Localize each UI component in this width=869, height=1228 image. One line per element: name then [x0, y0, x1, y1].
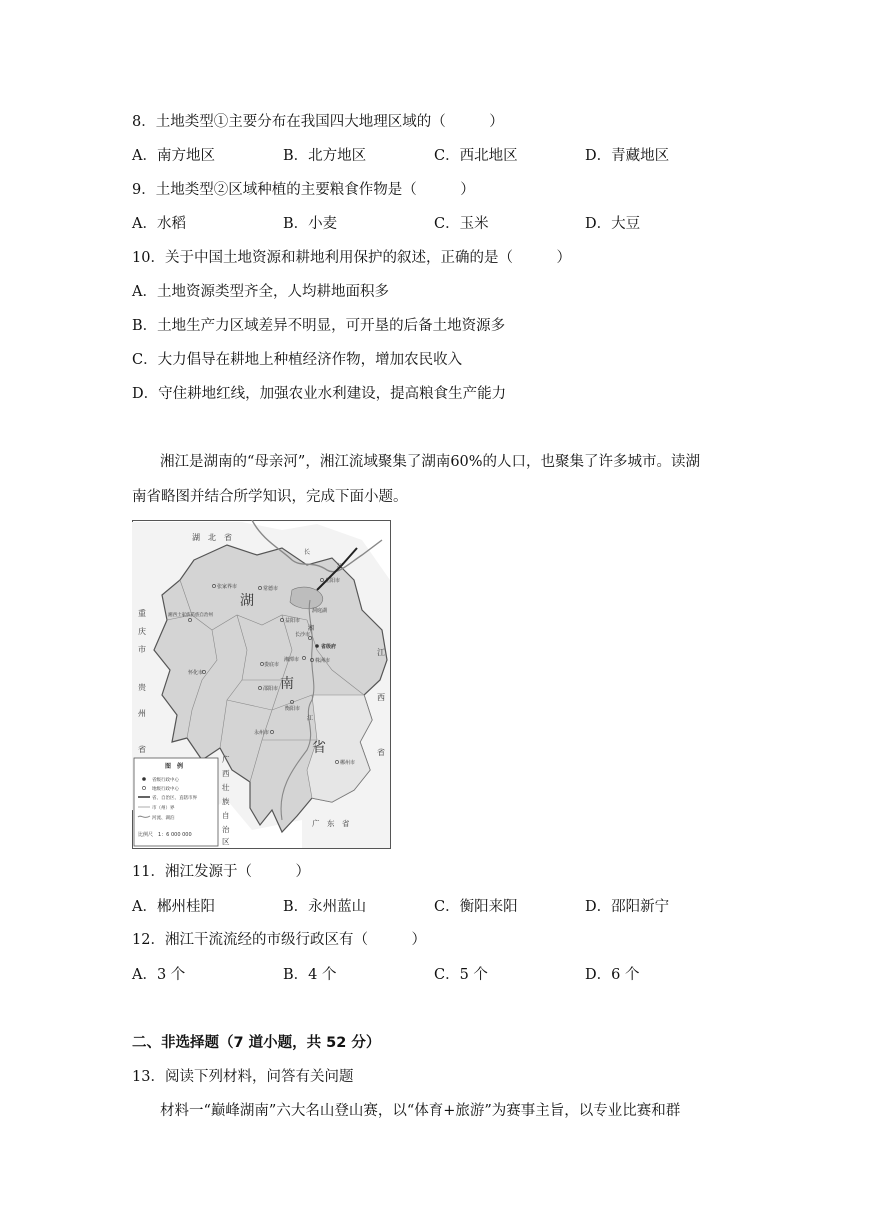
q9-option-b: B．小麦 [283, 216, 338, 232]
q12-stem: 12．湘江干流流经的市级行政区有（ ） [132, 932, 426, 948]
map-legend [134, 758, 218, 846]
q12-option-a: A．3 个 [132, 967, 186, 983]
lake-label: 洞庭湖 [312, 608, 328, 614]
river-label-chang: 长 [304, 549, 311, 556]
q9-option-d: D．大豆 [585, 216, 641, 232]
city-yongzhou: 永州市 [254, 730, 270, 736]
q11-stem: 11．湘江发源于（ ） [132, 864, 310, 880]
intro-line-2: 南省略图并结合所学知识，完成下面小题。 [132, 489, 408, 505]
q9-option-a: A．水稻 [132, 216, 186, 232]
neighbor-guangxi-3: 壮 [222, 783, 230, 792]
neighbor-guizhou-1: 贵 [138, 683, 146, 692]
q8-option-b: B．北方地区 [283, 148, 367, 164]
q10-stem: 10．关于中国土地资源和耕地利用保护的叙述，正确的是（ ） [132, 250, 571, 266]
neighbor-guangxi-6: 治 [222, 825, 230, 834]
city-huaihua: 怀化市 [188, 670, 204, 676]
city-zhuzhou: 株洲市 [315, 658, 331, 664]
city-changsha: 长沙市 [295, 632, 311, 638]
city-hengyang: 衡阳市 [285, 706, 301, 712]
q10-option-d: D．守住耕地红线，加强农业水利建设，提高粮食生产能力 [132, 386, 507, 402]
q10-option-b: B．土地生产力区域差异不明显，可开垦的后备土地资源多 [132, 318, 506, 334]
legend-item-prefecture: 地级行政中心 [152, 787, 179, 792]
q10-option-a: A．土地资源类型齐全，人均耕地面积多 [132, 284, 389, 300]
neighbor-hubei: 湖 北 省 [192, 533, 232, 542]
q13-material: 材料一“巅峰湖南”六大名山登山赛，以“体育+旅游”为赛事主旨，以专业比赛和群 [160, 1103, 681, 1119]
section-2-title: 二、非选择题（7 道小题，共 52 分） [132, 1035, 381, 1051]
legend-item-river-lake: 河流、湖泊 [152, 816, 175, 821]
river-label-jiang-2: 江 [307, 715, 314, 722]
map-label-hu: 湖 [240, 593, 254, 609]
city-provincial-seat: 省级府 [321, 644, 337, 650]
river-label-xiang: 湘 [308, 625, 315, 632]
river-label-jiang: 江 [337, 563, 344, 570]
city-changde: 常德市 [263, 586, 279, 592]
neighbor-jiangxi-2: 西 [377, 693, 385, 702]
neighbor-guangdong: 广 东 省 [312, 819, 350, 828]
neighbor-guangxi-1: 广 [222, 755, 230, 764]
city-yueyang: 岳阳市 [325, 578, 341, 584]
q12-option-d: D．6 个 [585, 967, 640, 983]
city-shaoyang: 邵阳市 [263, 686, 279, 692]
q8-option-a: A．南方地区 [132, 148, 215, 164]
map-label-sheng: 省 [312, 740, 326, 756]
q12-option-c: C．5 个 [434, 967, 488, 983]
q11-option-b: B．永州蓝山 [283, 899, 367, 915]
neighbor-guangxi-5: 自 [222, 811, 230, 820]
q11-option-d: D．邵阳新宁 [585, 899, 670, 915]
city-zhangjiajie: 张家界市 [217, 584, 238, 590]
city-yiyang: 益阳市 [285, 618, 301, 624]
city-loudi: 娄底市 [264, 662, 280, 668]
q8-stem: 8．土地类型①主要分布在我国四大地理区域的（ ） [132, 114, 504, 130]
legend-item-city-border: 市（州）界 [152, 806, 175, 811]
legend-item-provincial: 省级行政中心 [152, 778, 179, 783]
q13-stem: 13．阅读下列材料，问答有关问题 [132, 1069, 354, 1085]
neighbor-chongqing-1: 重 [138, 609, 146, 618]
map-label-nan: 南 [280, 676, 294, 692]
neighbor-guizhou-3: 省 [138, 745, 146, 754]
q8-option-d: D．青藏地区 [585, 148, 670, 164]
neighbor-guangxi-2: 西 [222, 769, 230, 778]
city-chenzhou: 郴州市 [340, 760, 356, 766]
q8-option-c: C．西北地区 [434, 148, 518, 164]
neighbor-jiangxi-1: 江 [377, 648, 385, 657]
q11-option-a: A．郴州桂阳 [132, 899, 215, 915]
neighbor-jiangxi-3: 省 [377, 748, 385, 757]
neighbor-chongqing-2: 庆 [138, 627, 146, 636]
city-xiangxi: 湘西土家族苗族自治州 [168, 613, 213, 618]
neighbor-chongqing-3: 市 [138, 645, 146, 654]
legend-title: 图 例 [165, 763, 184, 770]
q12-option-b: B．4 个 [283, 967, 337, 983]
neighbor-guangxi-4: 族 [222, 797, 230, 806]
q11-option-c: C．衡阳来阳 [434, 899, 518, 915]
legend-scale: 比例尺 1：6 000 000 [138, 832, 192, 838]
q9-option-c: C．玉米 [434, 216, 489, 232]
neighbor-guizhou-2: 州 [138, 709, 146, 718]
legend-item-province-border: 省、自治区、直辖市界 [152, 796, 197, 801]
q10-option-c: C．大力倡导在耕地上种植经济作物，增加农民收入 [132, 352, 463, 368]
intro-line-1: 湘江是湖南的“母亲河”，湘江流域聚集了湖南60%的人口，也聚集了许多城市。读湖 [160, 454, 701, 470]
hunan-map [132, 520, 391, 849]
city-xiangtan: 湘潭市 [284, 657, 300, 663]
neighbor-guangxi-7: 区 [222, 837, 230, 846]
q9-stem: 9．土地类型②区域种植的主要粮食作物是（ ） [132, 182, 475, 198]
